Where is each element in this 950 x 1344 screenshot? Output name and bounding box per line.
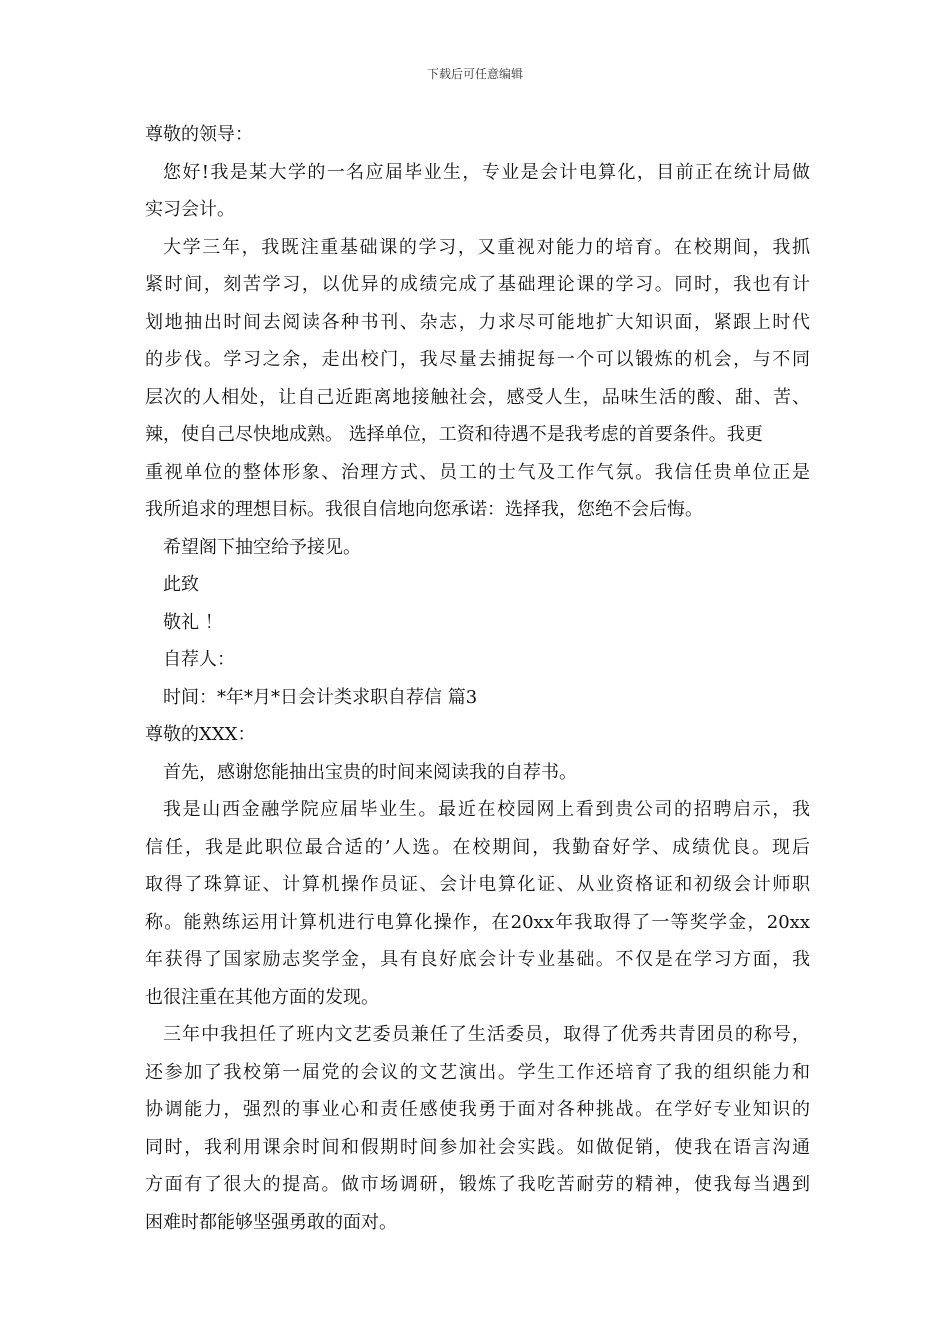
date-line: 时间：*年*月*日会计类求职自荐信 篇3 xyxy=(163,686,478,708)
letter-body xyxy=(145,116,810,1241)
paragraph-line: 希望阁下抽空给予接见。 xyxy=(163,536,361,558)
paragraph-line: 大学三年，我既注重基础课的学习，又重视对能力的培育。在校期间，我抓 xyxy=(163,236,810,258)
paragraph-line: 我所追求的理想目标。我很自信地向您承诺：选择我，您绝不会后悔。 xyxy=(145,499,703,520)
salutation-line: 尊敬的领导： xyxy=(145,124,253,145)
paragraph-line: 信任，我是此职位最合适的’人选。在校期间，我勤奋好学、成绩优良。现后 xyxy=(145,836,810,858)
paragraph-line: 取得了珠算证、计算机操作员证、会计电算化证、从业资格证和初级会计师职 xyxy=(145,874,810,895)
paragraph-line: 方面有了很大的提高。做市场调研，锻炼了我吃苦耐劳的精神，使我每当遇到 xyxy=(145,1174,810,1195)
paragraph-line: 首先，感谢您能抽出宝贵的时间来阅读我的自荐书。 xyxy=(163,761,577,783)
paragraph-line: 您好!我是某大学的一名应届毕业生，专业是会计电算化，目前正在统计局做 xyxy=(163,161,810,183)
paragraph-line: 辣，使自己尽快地成熟。 选择单位，工资和待遇不是我考虑的首要条件。我更 xyxy=(145,424,763,445)
salutation-line: 尊敬的XXX： xyxy=(145,724,256,745)
paragraph-line: 紧时间，刻苦学习，以优异的成绩完成了基础理论课的学习。同时，我也有计 xyxy=(145,274,810,295)
paragraph-line: 的步伐。学习之余，走出校门，我尽量去捕捉每一个可以锻炼的机会，与不同 xyxy=(145,349,810,370)
paragraph-line: 同时，我利用课余时间和假期时间参加社会实践。如做促销，使我在语言沟通 xyxy=(145,1136,810,1158)
signature-line: 自荐人： xyxy=(163,649,235,670)
paragraph-line: 三年中我担任了班内文艺委员兼任了生活委员，取得了优秀共青团员的称号， xyxy=(163,1024,810,1045)
paragraph-line: 称。能熟练运用计算机进行电算化操作，在20xx年我取得了一等奖学金，20xx xyxy=(145,911,810,933)
closing-line: 此致 xyxy=(163,574,199,595)
paragraph-line: 层次的人相处，让自己近距离地接触社会，感受人生，品味生活的酸、甜、苦、 xyxy=(145,386,810,408)
paragraph-line: 我是山西金融学院应届毕业生。最近在校园网上看到贵公司的招聘启示，我 xyxy=(163,799,810,820)
paragraph-line: 也很注重在其他方面的发现。 xyxy=(145,986,379,1008)
paragraph-line: 困难时都能够坚强勇敢的面对。 xyxy=(145,1211,397,1233)
paragraph-line: 年获得了国家励志奖学金，具有良好底会计专业基础。不仅是在学习方面，我 xyxy=(145,949,810,970)
paragraph-line: 划地抽出时间去阅读各种书刊、杂志，力求尽可能地扩大知识面，紧跟上时代 xyxy=(145,311,810,333)
paragraph-line: 重视单位的整体形象、治理方式、员工的士气及工作气氛。我信任贵单位正是 xyxy=(145,461,810,483)
closing-line: 敬礼 ！ xyxy=(163,611,223,633)
paragraph-line: 协调能力，强烈的事业心和责任感使我勇于面对各种挑战。在学好专业知识的 xyxy=(145,1099,810,1120)
paragraph-line: 还参加了我校第一届党的会议的文艺演出。学生工作还培育了我的组织能力和 xyxy=(145,1061,810,1083)
page-header-note: 下载后可任意编辑 xyxy=(426,67,523,81)
paragraph-line: 实习会计。 xyxy=(145,199,235,220)
